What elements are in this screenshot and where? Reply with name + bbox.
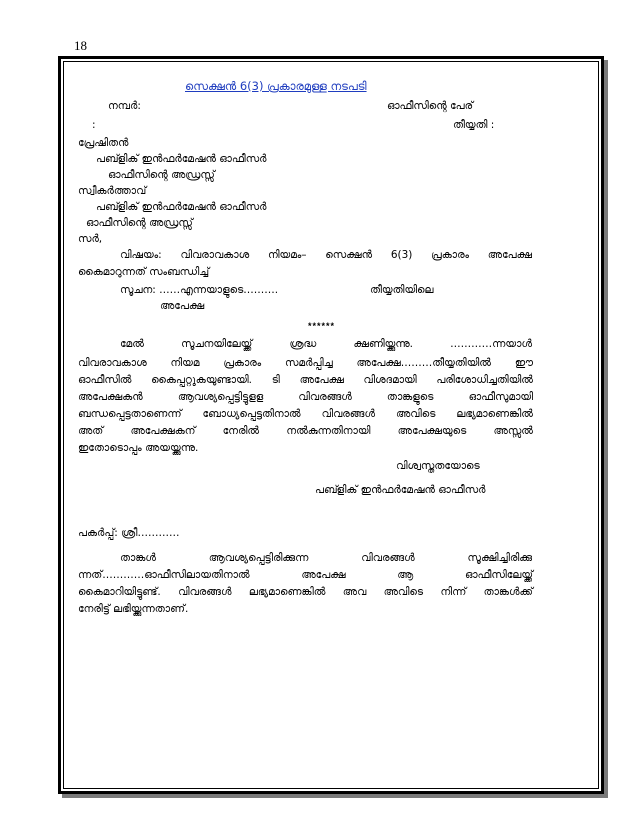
body-line-7: ഇതോടൊപ്പം അയയ്ക്കുന്നു. xyxy=(78,442,199,454)
copy-para-line-1: താങ്കൾ ആവശ്യപ്പെട്ടിരിക്കുന്ന വിവരങ്ങൾ സൂക്ഷിച്ചിരിക്കു xyxy=(120,552,532,564)
to-address: ഓഫീസിന്റെ അഡ്രസ്സ് xyxy=(86,217,193,229)
copy-to-line: പകർപ്പ്: ശ്രീ………… xyxy=(78,527,180,539)
reference-line-1: സൂചന: ……എന്നയാളുടെ………. xyxy=(120,284,279,296)
from-address: ഓഫീസിന്റെ അഡ്രസ്സ് xyxy=(108,169,215,181)
body-line-6: അത് അപേക്ഷകന് നേരിൽ നൽകുന്നതിനായി അപേക്ഷയുടെ അസ്സൽ xyxy=(78,425,533,437)
body-line-4: അപേക്ഷകൻ ആവശ്യപ്പെട്ടിട്ടുളള വിവരങ്ങൾ താങ്കളുടെ ഓഫീസുമായി xyxy=(78,391,533,403)
copy-para-line-4: നേരിട്ട് ലഭിയ്ക്കുന്നതാണ്. xyxy=(78,603,189,615)
body-line-3: ഓഫീസിൽ കൈപ്പറ്റുകയുണ്ടായി. ടി അപേക്ഷ വിശദമായി പരിശോധിച്ചതിയിൽ xyxy=(78,374,533,386)
colon-mark: : xyxy=(92,119,96,131)
to-officer: പബ്ളിക് ഇൻഫർമേഷൻ ഓഫീസർ xyxy=(96,201,267,213)
body-line-1: മേൽ സൂചനയിലേയ്ക്ക് ശ്രദ്ധ ക്ഷണിയ്ക്കുന്നു. …………ന്നയാൾ xyxy=(120,338,532,350)
page-number: 18 xyxy=(74,38,87,53)
separator-stars: ****** xyxy=(308,321,336,331)
from-officer: പബ്ളിക് ഇൻഫർമേഷൻ ഓഫീസർ xyxy=(96,153,267,165)
reference-date-label: തീയ്യതിയിലെ xyxy=(370,284,434,296)
subject-line-2: കൈമാറുന്നത് സംബന്ധിച്ച് xyxy=(78,266,210,278)
reference-line-2: അപേക്ഷ xyxy=(160,300,205,312)
closing-text: വിശ്വസ്തതയോടെ xyxy=(396,460,480,472)
date-label: തീയ്യതി : xyxy=(453,119,495,131)
subject-line-1: വിഷയം: വിവരാവകാശ നിയമം– സെക്ഷൻ 6(3) പ്രകാരം അപേക്ഷ xyxy=(120,249,532,261)
page-border-shadow-bottom xyxy=(62,794,608,798)
from-label: പ്രേഷിതൻ xyxy=(78,137,129,149)
page-border-shadow-right xyxy=(604,60,608,798)
document-title: സെക്ഷൻ 6(3) പ്രകാരമുള്ള നടപടി xyxy=(185,79,367,93)
copy-para-line-3: കൈമാറിയിട്ടുണ്ട്. വിവരങ്ങൾ ലഭ്യമാണെങ്കിൽ അവ അവിടെ നിന്ന് താങ്കൾക്ക് xyxy=(78,586,533,598)
salutation: സർ, xyxy=(78,233,103,245)
body-line-5: ബന്ധപ്പെട്ടതാണെന്ന് ബോധ്യപ്പെട്ടതിനാൽ വിവരങ്ങൾ അവിടെ ലഭ്യമാണെങ്കിൽ xyxy=(78,408,533,420)
signature-officer: പബ്ളിക് ഇൻഫർമേഷൻ ഓഫീസർ xyxy=(315,484,486,496)
number-label: നമ്പർ: xyxy=(108,100,141,112)
body-line-2: വിവരാവകാശ നിയമ പ്രകാരം സമർപ്പിച്ച അപേക്ഷ………തീയ്യതിയിൽ ഈ xyxy=(78,357,533,369)
copy-para-line-2: ന്നത്…………ഓഫീസിലായതിനാൽ അപേക്ഷ ആ ഓഫീസിലേയ്ക്ക് xyxy=(78,569,533,581)
office-name-label: ഓഫീസിന്റെ പേര് xyxy=(387,100,474,112)
to-label: സ്വീകർത്താവ് xyxy=(78,185,147,197)
